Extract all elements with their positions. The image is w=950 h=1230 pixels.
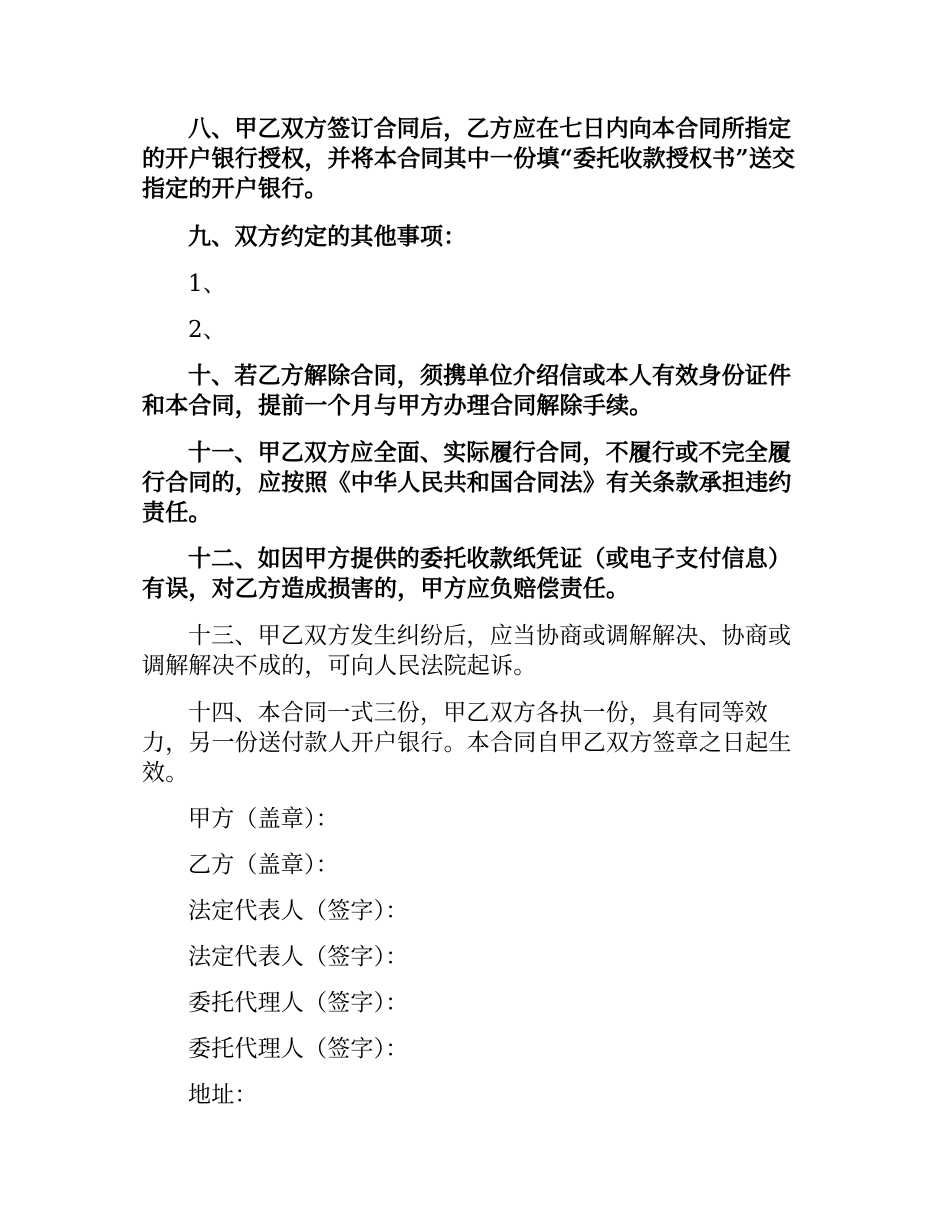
clause-11: 十一、甲乙双方应全面、实际履行合同，不履行或不完全履行合同的，应按照《中华人民共和国合同法》有关条款承担违约责任。 xyxy=(142,439,792,526)
clause-10: 十、若乙方解除合同，须携单位介绍信或本人有效身份证件和本合同，提前一个月与甲方办理合同解除手续。 xyxy=(142,362,792,419)
clause-12: 十二、如因甲方提供的委托收款纸凭证（或电子支付信息）有误，对乙方造成损害的，甲方应负赔偿责任。 xyxy=(142,545,792,602)
clause-9: 九、双方约定的其他事项： xyxy=(188,223,467,250)
clause-8: 八、甲乙双方签订合同后，乙方应在七日内向本合同所指定的开户银行授权，并将本合同其中一份填“委托收款授权书”送交指定的开户银行。 xyxy=(142,115,796,202)
agent-b-line: 委托代理人（签字）： xyxy=(188,1036,409,1062)
clause-9-item-2: 2、 xyxy=(188,317,227,343)
party-a-seal-line: 甲方（盖章）： xyxy=(188,806,339,832)
legal-rep-b-line: 法定代表人（签字）： xyxy=(188,944,409,970)
clause-13: 十三、甲乙双方发生纠纷后，应当协商或调解解决、协商或调解解决不成的，可向人民法院起诉。 xyxy=(142,623,792,679)
party-b-seal-line: 乙方（盖章）： xyxy=(188,852,339,878)
address-line: 地址： xyxy=(188,1082,258,1108)
clause-9-item-1: 1、 xyxy=(188,271,227,297)
clause-14: 十四、本合同一式三份，甲乙双方各执一份，具有同等效力，另一份送付款人开户银行。本合同自甲乙双方签章之日起生效。 xyxy=(142,700,792,786)
legal-rep-a-line: 法定代表人（签字）： xyxy=(188,898,409,924)
agent-a-line: 委托代理人（签字）： xyxy=(188,990,409,1016)
